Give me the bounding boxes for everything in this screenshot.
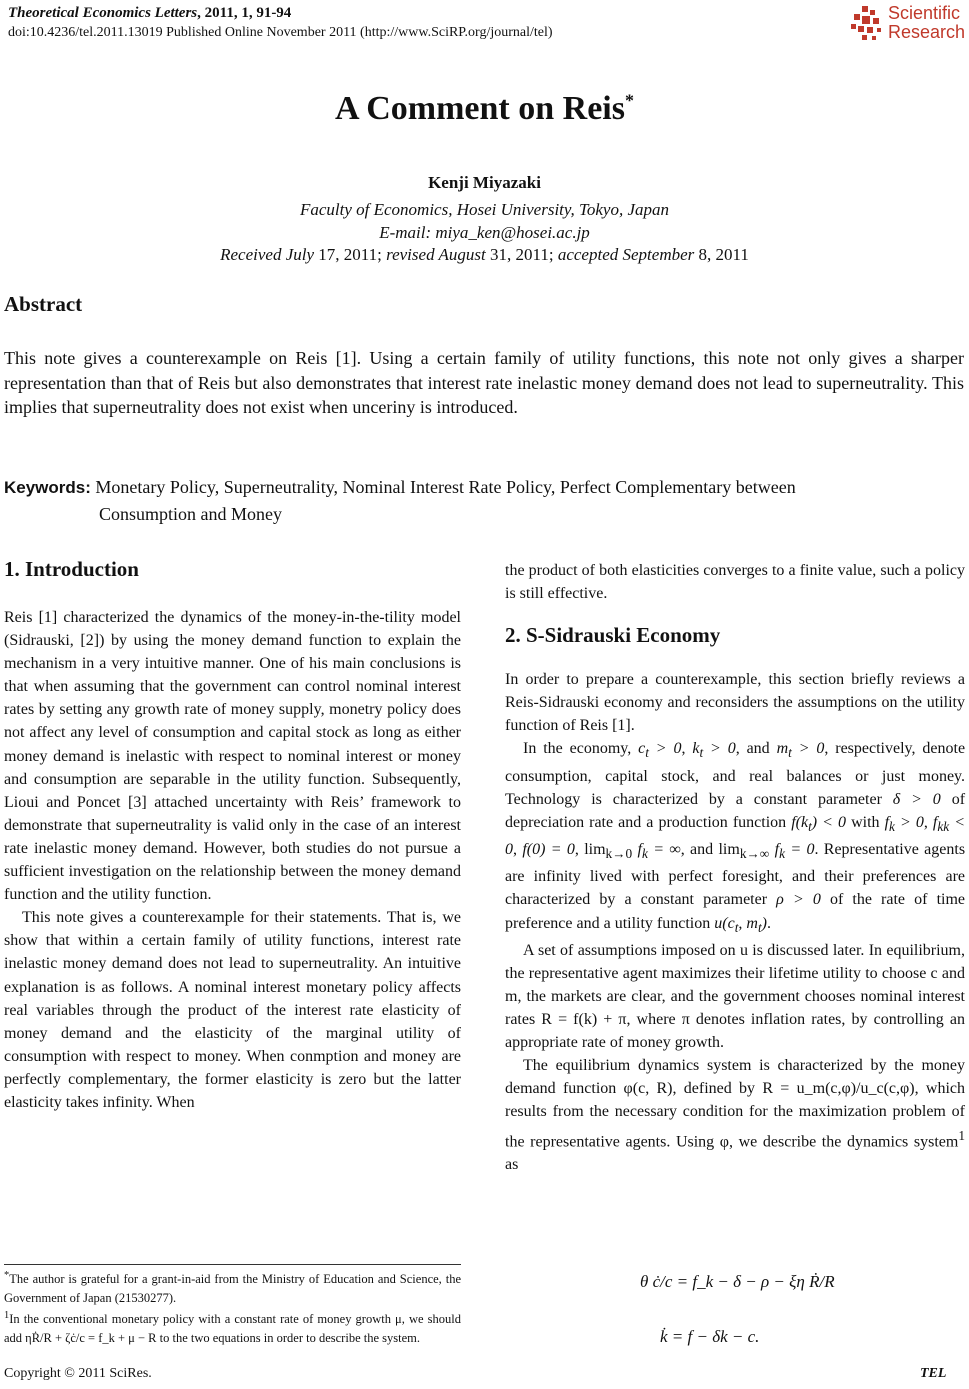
- right-column: [505, 668, 965, 1176]
- journal-name: Theoretical Economics Letters: [8, 5, 198, 21]
- scientific-research-logo: [848, 4, 966, 46]
- logo-mark-icon: [848, 4, 886, 44]
- abstract-heading: Abstract: [4, 292, 83, 316]
- s2-paragraph-4: The equilibrium dynamics system is characterized by the money demand function φ(c, R), defined by R = u_m(c,φ)/u_c(c,φ), which results from the necessary condition for the maximization problem of the representative agents. Using φ, we describe the dynamics system$^1$ as: [505, 1057, 965, 1173]
- intro-continuation: the product of both elasticities converges to a finite value, such a policy is still effective.: [505, 562, 965, 603]
- section-2-heading: 2. S-Sidrauski Economy: [505, 623, 721, 647]
- keywords-label: Keywords:: [4, 478, 91, 497]
- affiliation: Faculty of Economics, Hosei University, Tokyo, Japan: [299, 200, 670, 219]
- journal-title: [8, 5, 291, 22]
- left-column: [4, 606, 461, 1114]
- journal-volume: , 2011, 1, 91-94: [197, 5, 292, 21]
- section-1-heading: 1. Introduction: [4, 557, 139, 581]
- publication-dates: Received July 17, 2011; revised August 31, 2011; accepted September 8, 2011: [220, 245, 749, 264]
- equation-consumption: θ ċ/c = f_k − δ − ρ − ξη Ṙ/R: [640, 1272, 835, 1291]
- paper-title: A Comment on Reis*: [335, 90, 634, 127]
- s2-paragraph-2: In the economy, $c_t > 0$, $k_t > 0$, and $m_t > 0$, respectively, denote consumption, capital stock, and real balances or just money. Technology is characterized by a constant parameter δ > 0 of depreciation rate and a production function $f(k_t) < 0$ with $f_k > 0$, $f_{kk} < 0$, f(0) = 0, $\lim_{k\to 0} f_k$ = ∞, and $\lim_{k\to\infty} f_k = 0$. Representative agents are infinity lived with perfect foresight, and their preferences are characterized by a constant parameter ρ > 0 of the rate of time preference and a utility function $u(c_t$, $m_t$).: [505, 740, 966, 935]
- s2-paragraph-1: In order to prepare a counterexample, this section briefly reviews a Reis-Sidrauski economy and reconsiders the assumptions on the utility function of Reis [1].: [505, 671, 965, 735]
- keywords: Keywords: Monetary Policy, Superneutrality, Nominal Interest Rate Policy, Perfect Complementary between Consumption and Money: [4, 477, 796, 524]
- author-name: Kenji Miyazaki: [428, 173, 541, 192]
- email-address: : miya_ken@hosei.ac.jp: [425, 223, 590, 242]
- email-line: E-mail: miya_ken@hosei.ac.jp: [379, 223, 590, 242]
- footnote-star: *The author is grateful for a grant-in-aid from the Ministry of Education and Science, the Government of Japan (21530277).: [4, 1270, 461, 1305]
- doi-line: doi:10.4236/tel.2011.13019 Published Online November 2011 (http://www.SciRP.org/journal/tel): [8, 25, 553, 40]
- abstract-text: This note gives a counterexample on Reis [1]. Using a certain family of utility functions, this note not only gives a sharper representation than that of Reis but also demonstrates that interest rate inelastic money demand does not lead to superneutrality. This implies that superneutrality does not exist when unceriny is introduced.: [4, 348, 964, 417]
- title-footnote-mark: *: [624, 90, 634, 111]
- s2-paragraph-3: A set of assumptions imposed on u is discussed later. In equilibrium, the representative agent maximizes their lifetime utility to choose c and m, the markets are clear, and the government chooses nominal interest rates R = f(k) + π, where π denotes inflation rates, by controlling an appropriate rate of money growth.: [505, 941, 965, 1052]
- intro-paragraph-2: This note gives a counterexample for their statements. That is, we show that within a certain family of utility functions, interest rate inelastic money demand does not lead to superneutrality. An intuitive explanation is as follows. A nominal interest monetary policy affects real variables through the product of the interest rate elasticity of money demand and the elasticity of the marginal utility of consumption with respect to money. When conmption and money are perfectly complementary, the former elasticity is zero but the latter elasticity takes infinity. When: [4, 909, 461, 1111]
- copyright: Copyright © 2011 SciRes.: [4, 1366, 152, 1381]
- equation-capital: k̇ = f − δk − c.: [660, 1327, 760, 1346]
- logo-text: Scientific Research: [888, 3, 966, 42]
- journal-abbreviation: TEL: [920, 1366, 947, 1381]
- intro-paragraph-1: Reis [1] characterized the dynamics of the money-in-the-tility model (Sidrauski, [2]) by using the money demand function to explain the mechanism in a very intuitive manner. One of his main conclusions is that when assuming that the government can control nominal interest rates by setting any growth rate of money supply, monetry policy does not affect any level of consumption and capital stock as long as either money demand is inelastic with respect to nominal interest or money and consumption are separable in the utility function. Subsequently, Lioui and Poncet [3] attached uncertainty with Reis’ framework to demonstrate that superneutrality is valid only in the case of an interest rate inelastic money demand. However, both studies do not pursue a sufficient investigation on the relationship between the money demand function and the utility function.: [4, 609, 461, 904]
- footnote-1: $^1$In the conventional monetary policy with a constant rate of money growth μ, we should add ηṘ/R + ζċ/c = f_k + μ − R to the two equations in order to describe the system.: [4, 1310, 461, 1345]
- footnotes: [4, 1264, 461, 1347]
